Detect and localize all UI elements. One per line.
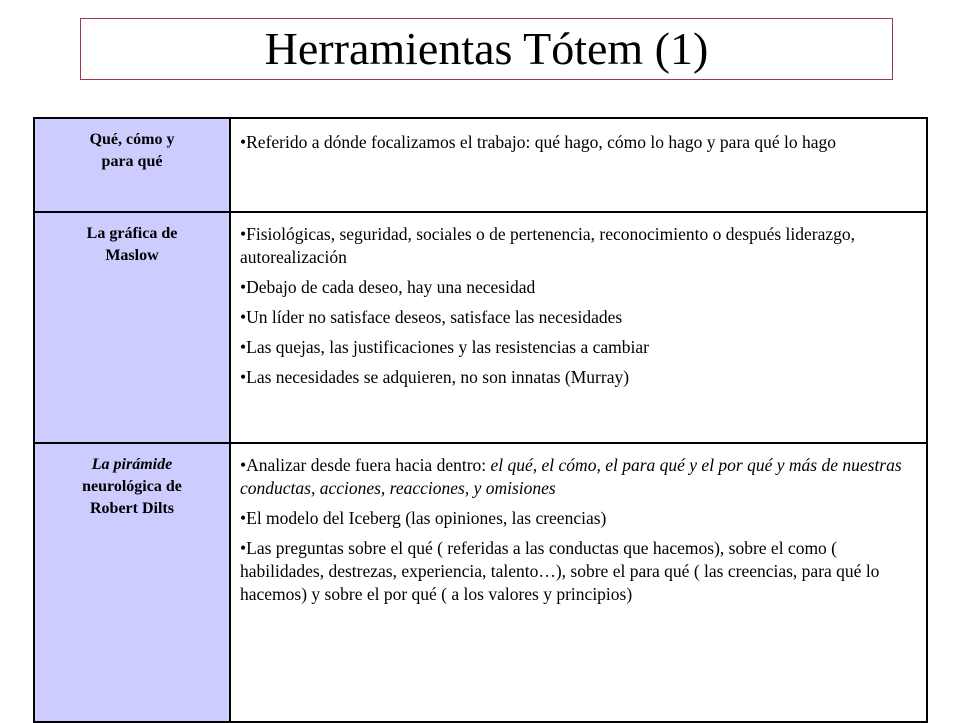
row-label-line: La pirámide xyxy=(91,456,173,473)
row-label-line: para qué xyxy=(101,153,163,170)
row-label-line: Maslow xyxy=(105,247,159,264)
table-row xyxy=(34,443,927,722)
row-content xyxy=(230,443,927,722)
bullet-item: •El modelo del Iceberg (las opiniones, las creencias) xyxy=(240,508,607,528)
row-content xyxy=(230,118,927,212)
bullet-item: •Las preguntas sobre el qué ( referidas a las conductas que hacemos), sobre el como ( habilidades, destrezas, experiencia, talento…), sobre el para qué ( las creencias, para qué lo hacemos) y sobre el por qué ( a los valores y principios) xyxy=(240,538,880,604)
row-label xyxy=(34,212,230,443)
bullet-item: •Las quejas, las justificaciones y las resistencias a cambiar xyxy=(240,337,649,357)
bullet-item: •Un líder no satisface deseos, satisface las necesidades xyxy=(240,307,623,327)
page-title: Herramientas Tótem (1) xyxy=(264,23,709,74)
bullet-italic-text: el qué, el cómo, el para qué y el por qué y más de nuestras conductas, acciones, reacciones, y omisiones xyxy=(240,455,902,498)
bullet-item xyxy=(240,454,908,500)
bullet-item: •Fisiológicas, seguridad, sociales o de pertenencia, reconocimiento o después liderazgo, autorealización xyxy=(240,224,856,267)
row-label-line: neurológica de xyxy=(82,478,182,495)
tools-table xyxy=(33,117,928,723)
row-label-line: Qué, cómo y xyxy=(89,131,175,148)
row-label-line: La gráfica de xyxy=(86,225,178,242)
bullet-item: •Referido a dónde focalizamos el trabajo: qué hago, cómo lo hago y para qué lo hago xyxy=(240,132,837,152)
row-label xyxy=(34,443,230,722)
table-row xyxy=(34,212,927,443)
row-label-line: Robert Dilts xyxy=(90,500,174,517)
bullet-text: •Analizar desde fuera hacia dentro: xyxy=(240,455,491,475)
bullet-item: •Las necesidades se adquieren, no son innatas (Murray) xyxy=(240,367,630,387)
row-content xyxy=(230,212,927,443)
table-row xyxy=(34,118,927,212)
row-label xyxy=(34,118,230,212)
bullet-item: •Debajo de cada deseo, hay una necesidad xyxy=(240,277,536,297)
title-box xyxy=(80,18,893,80)
